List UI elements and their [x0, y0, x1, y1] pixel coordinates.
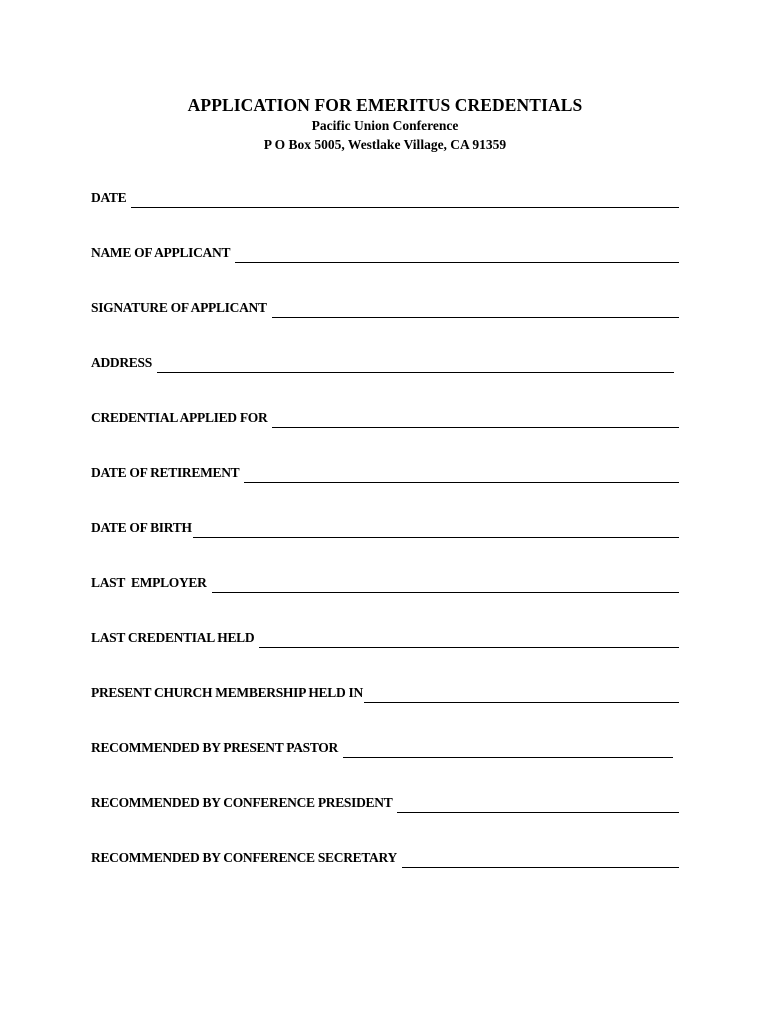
address-label: ADDRESS	[91, 355, 152, 370]
recommended-by-secretary-row	[91, 847, 679, 867]
credential-applied-for-line[interactable]	[272, 413, 679, 428]
last-employer-row	[91, 572, 679, 592]
form-header	[0, 94, 770, 154]
last-credential-held-row	[91, 627, 679, 647]
recommended-by-president-label: RECOMMENDED BY CONFERENCE PRESIDENT	[91, 795, 393, 810]
date-of-retirement-line[interactable]	[244, 468, 679, 483]
date-of-birth-row	[91, 517, 679, 537]
church-membership-row	[91, 682, 679, 702]
recommended-by-pastor-label: RECOMMENDED BY PRESENT PASTOR	[91, 740, 338, 755]
date-of-retirement-label: DATE OF RETIREMENT	[91, 465, 240, 480]
date-of-retirement-row	[91, 462, 679, 482]
signature-of-applicant-line[interactable]	[272, 303, 679, 318]
credential-applied-for-label: CREDENTIAL APPLIED FOR	[91, 410, 268, 425]
date-label: DATE	[91, 190, 127, 205]
name-of-applicant-line[interactable]	[235, 248, 679, 263]
date-of-birth-label: DATE OF BIRTH	[91, 520, 192, 535]
credential-applied-for-row	[91, 407, 679, 427]
organization-address: P O Box 5005, Westlake Village, CA 91359	[263, 137, 507, 152]
last-employer-label: LAST EMPLOYER	[91, 575, 207, 590]
recommended-by-president-row	[91, 792, 679, 812]
address-line[interactable]	[157, 358, 674, 373]
name-of-applicant-label: NAME OF APPLICANT	[91, 245, 231, 260]
last-employer-line[interactable]	[212, 578, 679, 593]
recommended-by-pastor-line[interactable]	[343, 743, 673, 758]
address-row	[91, 352, 674, 372]
church-membership-line[interactable]	[364, 688, 679, 703]
signature-of-applicant-label: SIGNATURE OF APPLICANT	[91, 300, 267, 315]
name-of-applicant-row	[91, 242, 679, 262]
last-credential-held-line[interactable]	[259, 633, 679, 648]
date-row	[91, 187, 679, 207]
signature-of-applicant-row	[91, 297, 679, 317]
recommended-by-president-line[interactable]	[397, 798, 679, 813]
recommended-by-secretary-label: RECOMMENDED BY CONFERENCE SECRETARY	[91, 850, 397, 865]
form-title: APPLICATION FOR EMERITUS CREDENTIALS	[187, 95, 583, 115]
date-of-birth-line[interactable]	[193, 523, 679, 538]
last-credential-held-label: LAST CREDENTIAL HELD	[91, 630, 255, 645]
organization-name: Pacific Union Conference	[311, 118, 459, 133]
recommended-by-secretary-line[interactable]	[402, 853, 679, 868]
date-line[interactable]	[131, 193, 679, 208]
church-membership-label: PRESENT CHURCH MEMBERSHIP HELD IN	[91, 685, 363, 700]
recommended-by-pastor-row	[91, 737, 673, 757]
